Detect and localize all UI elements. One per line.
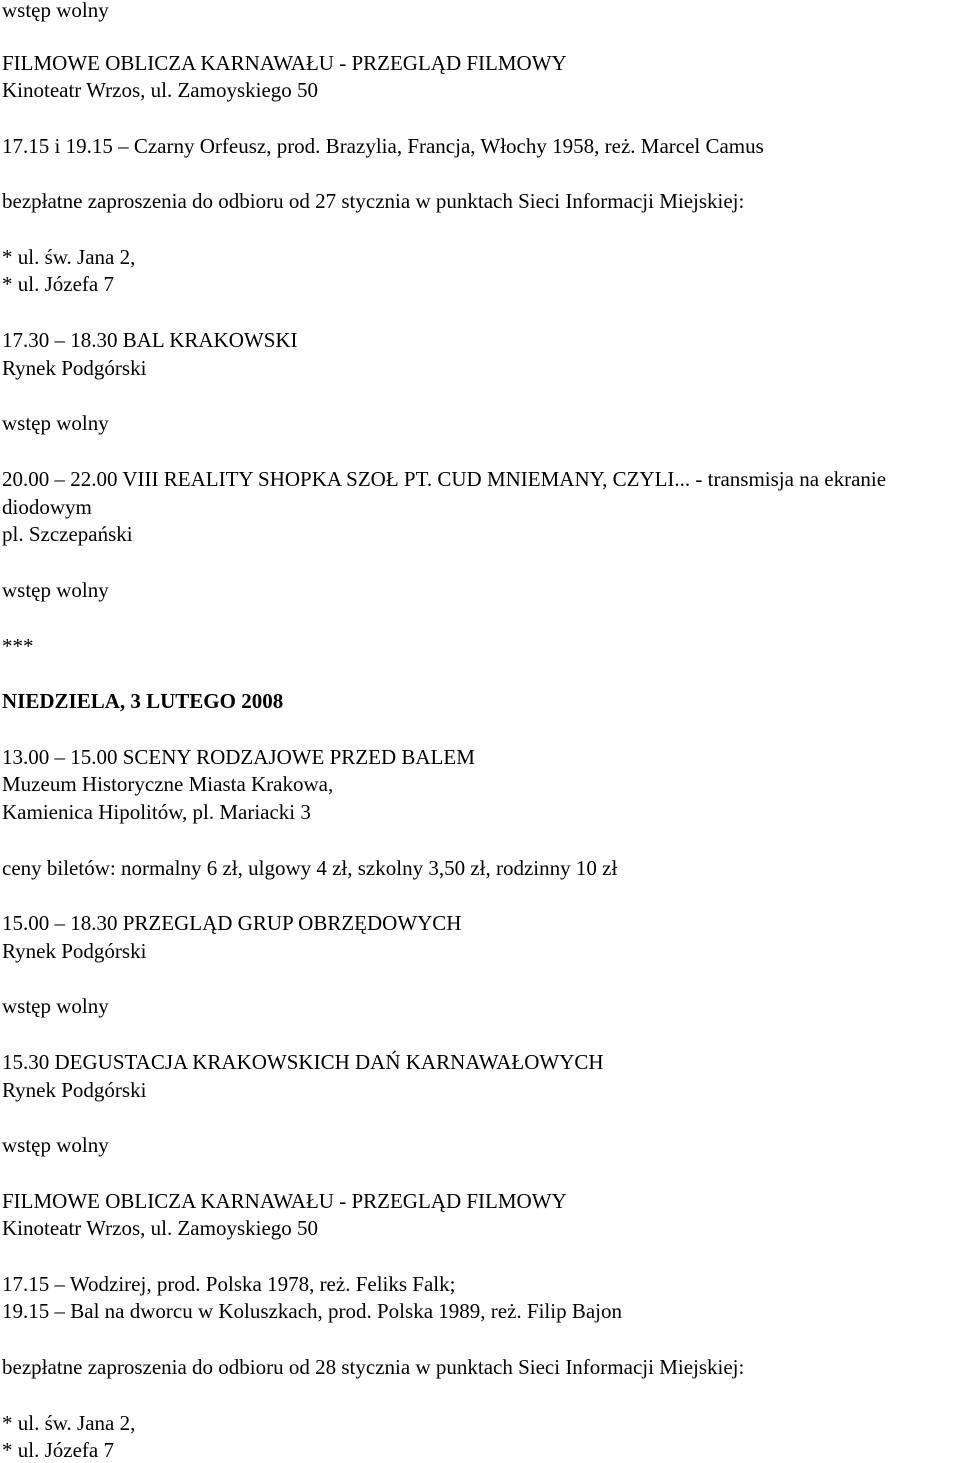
film-screening: 17.15 – Wodzirej, prod. Polska 1978, reż. Feliks Falk; (2, 1272, 456, 1296)
event-location: Kinoteatr Wrzos, ul. Zamoyskiego 50 (2, 1216, 319, 1240)
event-time-title: 15.30 DEGUSTACJA KRAKOWSKICH DAŃ KARNAWAŁOWYCH (2, 1050, 604, 1074)
event-location: Rynek Podgórski (2, 356, 147, 380)
admission-note: wstęp wolny (2, 578, 109, 602)
event-location: pl. Szczepański (2, 522, 133, 546)
pickup-address: * ul. św. Jana 2, (2, 1411, 136, 1435)
event-location: Muzeum Historyczne Miasta Krakowa, (2, 772, 334, 796)
section-separator: *** (2, 634, 34, 658)
event-title-film-review: FILMOWE OBLICZA KARNAWAŁU - PRZEGLĄD FILMOWY (2, 51, 567, 75)
event-title-film-review: FILMOWE OBLICZA KARNAWAŁU - PRZEGLĄD FILMOWY (2, 1189, 567, 1213)
admission-note: wstęp wolny (2, 1133, 109, 1157)
invitation-note: bezpłatne zaproszenia do odbioru od 27 stycznia w punktach Sieci Informacji Miejskiej: (2, 189, 745, 213)
event-location: Rynek Podgórski (2, 1078, 147, 1102)
pickup-address: * ul. Józefa 7 (2, 272, 114, 296)
film-screening: 19.15 – Bal na dworcu w Koluszkach, prod. Polska 1989, reż. Filip Bajon (2, 1299, 622, 1323)
event-location: Kamienica Hipolitów, pl. Mariacki 3 (2, 800, 311, 824)
invitation-note: bezpłatne zaproszenia do odbioru od 28 stycznia w punktach Sieci Informacji Miejskiej: (2, 1355, 745, 1379)
event-location: Kinoteatr Wrzos, ul. Zamoyskiego 50 (2, 78, 319, 102)
pickup-address: * ul. Józefa 7 (2, 1438, 114, 1462)
day-heading: NIEDZIELA, 3 LUTEGO 2008 (2, 689, 284, 713)
admission-note: wstęp wolny (2, 411, 109, 435)
event-location: Rynek Podgórski (2, 939, 147, 963)
pickup-address: * ul. św. Jana 2, (2, 245, 136, 269)
film-screening: 17.15 i 19.15 – Czarny Orfeusz, prod. Brazylia, Francja, Włochy 1958, reż. Marcel Camus (2, 134, 764, 158)
ticket-prices: ceny biletów: normalny 6 zł, ulgowy 4 zł, szkolny 3,50 zł, rodzinny 10 zł (2, 856, 618, 880)
event-time-title: 20.00 – 22.00 VIII REALITY SHOPKA SZOŁ PT. CUD MNIEMANY, CZYLI... - transmisja na ekranie (2, 467, 887, 491)
admission-note: wstęp wolny (2, 0, 109, 22)
admission-note: wstęp wolny (2, 994, 109, 1018)
event-time-title: 15.00 – 18.30 PRZEGLĄD GRUP OBRZĘDOWYCH (2, 911, 462, 935)
event-time-title: 13.00 – 15.00 SCENY RODZAJOWE PRZED BALEM (2, 745, 475, 769)
event-time-title: 17.30 – 18.30 BAL KRAKOWSKI (2, 328, 298, 352)
event-title-continued: diodowym (2, 495, 92, 519)
